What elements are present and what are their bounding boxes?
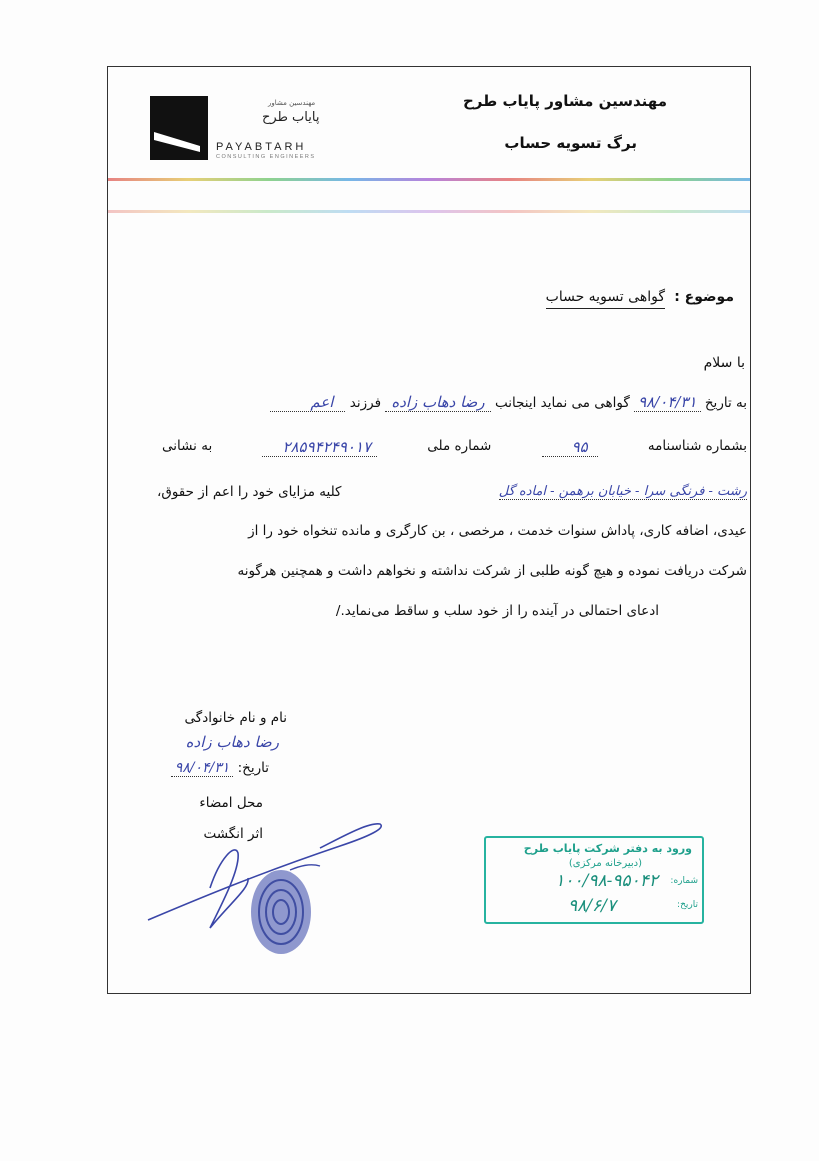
- stamp-subtitle: (دبیرخانه مرکزی): [568, 858, 642, 869]
- logo-name-en: PAYABTARH: [216, 141, 307, 153]
- stamp-date-label: تاریخ:: [677, 900, 698, 910]
- sign-date-handwritten: ۹۸/۰۴/۳۱: [171, 760, 234, 777]
- body-line-5: شرکت دریافت نموده و هیچ گونه طلبی از شرکت نداشته و نخواهم داشت و همچنین هرگونه: [237, 563, 747, 579]
- company-logo: [150, 96, 208, 160]
- stamp-date-value: ۹۸/۶/۷: [568, 896, 616, 916]
- logo-name-fa: پایاب طرح: [262, 110, 320, 125]
- logo-subtitle-en: CONSULTING ENGINEERS: [216, 154, 316, 160]
- logo-mark-icon: [150, 96, 208, 160]
- father-handwritten: اعم: [270, 393, 345, 412]
- name-handwritten: رضا دهاب زاده: [385, 393, 490, 412]
- logo-small-text: مهندسین مشاور: [268, 99, 316, 107]
- national-label: شماره ملی: [427, 438, 492, 454]
- form-title: برگ تسویه حساب: [504, 134, 637, 152]
- name-label: نام و نام خانوادگی: [184, 710, 287, 726]
- header-divider: [108, 178, 750, 181]
- body-line-3: [157, 484, 747, 500]
- body-line-6: ادعای احتمالی در آینده را از خود سلب و ساقط می‌نماید./: [335, 603, 659, 619]
- address-label: به نشانی: [162, 438, 213, 454]
- subject-label: موضوع :: [674, 289, 734, 305]
- company-name: مهندسین مشاور پایاب طرح: [462, 92, 667, 110]
- body-line-2: [162, 438, 747, 457]
- sign-place-label: محل امضاء: [199, 795, 263, 811]
- date-label: [171, 760, 269, 777]
- fingerprint-icon: [246, 866, 316, 958]
- registration-stamp: [484, 836, 704, 924]
- signer-name-handwritten: رضا دهاب زاده: [185, 733, 279, 751]
- id-handwritten: ۹۵: [542, 438, 598, 457]
- body-line-1: [270, 393, 747, 412]
- body-line-3-end: کلیه مزایای خود را اعم از حقوق،: [157, 484, 342, 500]
- address-handwritten: رشت - فرنگی سرا - خیابان برهمن - اماده گل: [498, 484, 747, 499]
- sign-date-label: تاریخ:: [237, 760, 269, 776]
- date-prefix: به تاریخ: [704, 395, 747, 411]
- child-of-label: فرزند: [349, 395, 382, 411]
- id-label: بشماره شناسنامه: [647, 438, 747, 454]
- date-handwritten: ۹۸/۰۴/۳۱: [634, 393, 700, 412]
- header-divider-2: [108, 210, 750, 213]
- stamp-number-value: ۱۰۰/۹۸-۹۵۰۴۲: [555, 871, 658, 891]
- stamp-number-label: شماره:: [670, 876, 698, 886]
- fingerprint-label: اثر انگشت: [203, 826, 263, 842]
- body-line-4: عیدی، اضافه کاری، پاداش سنوات خدمت ، مرخصی ، بن کارگری و مانده تنخواه خود را از: [248, 523, 747, 539]
- greeting: با سلام: [703, 355, 745, 371]
- stamp-title: ورود به دفتر شرکت پایاب طرح: [523, 842, 692, 855]
- certify-text: گواهی می نماید اینجانب: [494, 395, 630, 411]
- subject-value: گواهی تسویه حساب: [546, 289, 665, 309]
- national-handwritten: ۲۸۵۹۴۲۴۹۰۱۷: [262, 438, 377, 457]
